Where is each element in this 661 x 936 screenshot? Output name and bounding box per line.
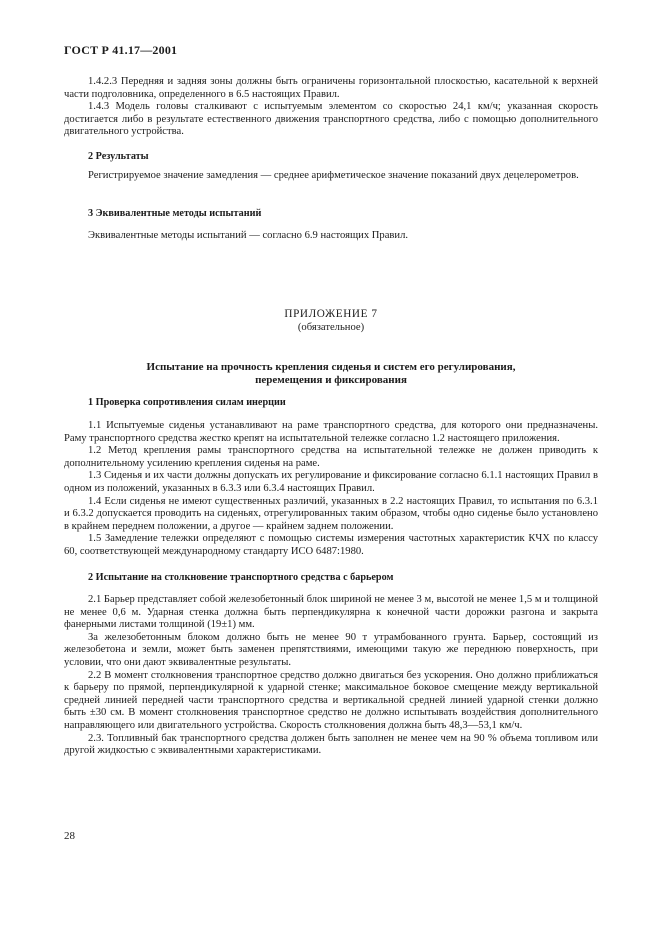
section-heading-barrier: 2 Испытание на столкновение транспортного средства с барьером xyxy=(88,572,394,583)
appendix-title-line-1: Испытание на прочность крепления сиденья и систем его регулирования, xyxy=(146,361,516,373)
section-results xyxy=(64,151,598,164)
page-number: 28 xyxy=(64,830,75,842)
section2-heading-wrap xyxy=(64,572,598,585)
section1-heading-wrap xyxy=(64,397,598,410)
paragraph-1-4-2-3: 1.4.2.3 Передняя и задняя зоны должны быть ограничены горизонтальной плоскостью, касательной к верхней части подголовника, определенного в 6.5 настоящих Правил. xyxy=(64,76,598,100)
paragraph-1-4: 1.4 Если сиденья не имеют существенных различий, указанных в 2.2 настоящих Правил, то испытания по 6.3.1 и 6.3.2 допускается проводить на сиденьях, отрегулированных таким образом, чтобы одно сиденье было установлено в крайнем переднем положении, а другое — крайнем заднем положении. xyxy=(64,495,598,532)
appendix-status: (обязательное) xyxy=(297,322,365,333)
section-equivalent xyxy=(64,208,598,221)
section-heading-equivalent: 3 Эквивалентные методы испытаний xyxy=(88,208,262,219)
paragraph-2-1-cont: За железобетонным блоком должно быть не менее 90 т утрамбованного грунта. Барьер, состоящий из железобетона и земли, может быть заменен препятствиями, имеющими такую же переднюю поверхность, при условии, что они дают эквивалентные результаты. xyxy=(64,631,598,668)
section-equivalent-body xyxy=(64,230,598,243)
appendix-title-line-2: перемещения и фиксирования xyxy=(255,374,407,386)
section-results-body xyxy=(64,170,598,183)
paragraph-1-5: 1.5 Замедление тележки определяют с помощью системы измерения частотных характеристик КЧХ по классу 60, соответствующей международному стандарту ИСО 6487:1980. xyxy=(64,533,598,557)
top-paragraphs xyxy=(64,76,598,139)
paragraph-1-4-3: 1.4.3 Модель головы сталкивают с испытуемым элементом со скоростью 24,1 км/ч; указанная скорость достигается либо в результате естественного движения транспортного средства, либо с помощью дополнительного двигательного устройства. xyxy=(64,101,598,138)
section-heading-results: 2 Результаты xyxy=(88,151,149,162)
appendix-label: ПРИЛОЖЕНИЕ 7 xyxy=(284,308,378,320)
equivalent-paragraph: Эквивалентные методы испытаний — согласно 6.9 настоящих Правил. xyxy=(88,230,409,241)
section-heading-inertia: 1 Проверка сопротивления силам инерции xyxy=(88,397,286,408)
paragraph-1-1: 1.1 Испытуемые сиденья устанавливают на раме транспортного средства, для которого они предназначены. Раму транспортного средства жестко крепят на испытательной тележке согласно 1.2 настоящего приложения. xyxy=(64,420,598,444)
paragraph-2-3: 2.3. Топливный бак транспортного средства должен быть заполнен не менее чем на 90 % объема топливом или другой жидкостью с эквивалентными характеристиками. xyxy=(64,732,598,757)
document-code-header: ГОСТ Р 41.17—2001 xyxy=(64,43,178,57)
section2-body xyxy=(64,594,598,758)
section1-body xyxy=(64,420,598,559)
paragraph-2-1: 2.1 Барьер представляет собой железобетонный блок шириной не менее 3 м, высотой не менее 1,5 м и толщиной не менее 0,6 м. Ударная стенка должна быть перпендикулярна к конечной части дорожки разгона и закрыта фанерными листами толщиной (19±1) мм. xyxy=(64,594,598,631)
paragraph-1-2: 1.2 Метод крепления рамы транспортного средства на испытательной тележке не должен приводить к дополнительному усилению крепления сиденья на раме. xyxy=(64,445,598,469)
results-paragraph: Регистрируемое значение замедления — среднее арифметическое значение показаний двух децелерометров. xyxy=(88,170,579,181)
paragraph-2-2: 2.2 В момент столкновения транспортное средство должно двигаться без ускорения. Оно должно приближаться к барьеру по прямой, перпендикулярной к ударной стенке; максимальное боковое смещение между вертикальной средней линией передней части транспортного средства и вертикальной средней линией ударной стенки должно быть ±30 см. В момент столкновения транспортное средство не должно испытывать воздействия дополнительного направляющего или двигательного устройства. Скорость столкновения должна быть 48,3—53,1 км/ч. xyxy=(64,669,598,731)
paragraph-1-3: 1.3 Сиденья и их части должны допускать их регулирование и фиксирование согласно 6.1.1 настоящих Правил в одном из положений, указанных в 6.3.3 или 6.3.4 настоящих Правил. xyxy=(64,470,598,494)
